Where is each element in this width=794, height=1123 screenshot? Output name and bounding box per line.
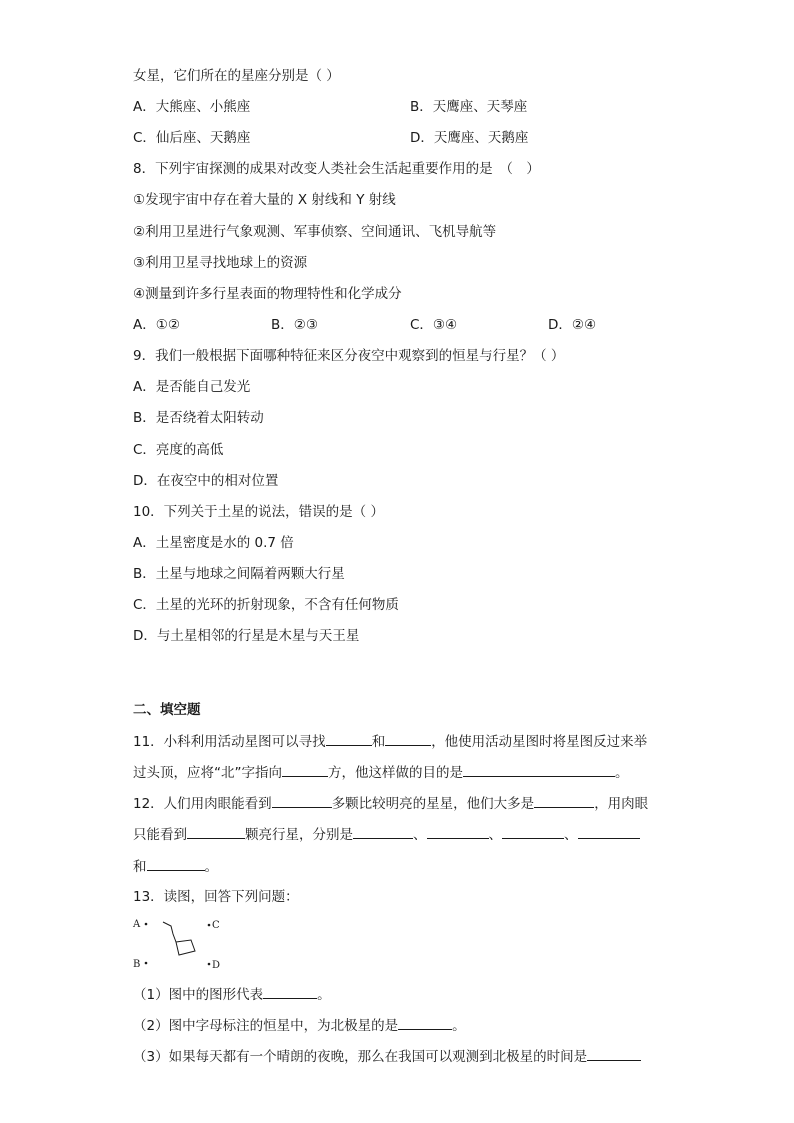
q13-blank-3[interactable] xyxy=(587,1046,641,1061)
q13-sub2-end: 。 xyxy=(452,1018,466,1034)
q12-text-5: 颗亮行星，分别是 xyxy=(245,827,353,843)
star-c-dot xyxy=(208,924,211,927)
q13-sub1-text: （1）图中的图形代表 xyxy=(133,987,264,1003)
q13-sub2-text: （2）图中字母标注的恒星中，为北极星的是 xyxy=(133,1018,399,1034)
q9-option-c: C．亮度的高低 xyxy=(133,442,224,458)
q8-item-2: ②利用卫星进行气象观测、军事侦察、空间通讯、飞机导航等 xyxy=(133,224,497,240)
label-d: D xyxy=(212,960,221,971)
q11-text-3: ，他使用活动星图时将星图反过来举 xyxy=(431,734,648,750)
q12-blank-1[interactable] xyxy=(272,793,332,808)
q8-item-4: ④测量到许多行星表面的物理特性和化学成分 xyxy=(133,286,402,302)
star-b-dot xyxy=(145,962,148,965)
q8-option-c: C．③④ xyxy=(410,317,458,333)
q12-text-2: 多颗比较明亮的星星，他们大多是 xyxy=(331,796,535,812)
q12-sep-1: 、 xyxy=(413,827,427,843)
q12-blank-6[interactable] xyxy=(502,824,564,839)
q13-sub-2 xyxy=(133,1015,466,1036)
q8-stem: 8．下列宇宙探测的成果对改变人类社会生活起重要作用的是 （ ） xyxy=(133,161,540,177)
label-c: C xyxy=(212,920,220,931)
q10-option-c: C．土星的光环的折射现象，不含有任何物质 xyxy=(133,597,399,613)
q10-option-a: A．土星密度是水的 0.7 倍 xyxy=(133,535,294,551)
q12-blank-3[interactable] xyxy=(187,824,245,839)
star-a-dot xyxy=(145,923,148,926)
q13-blank-2[interactable] xyxy=(398,1015,452,1030)
q13-sub1-end: 。 xyxy=(317,987,331,1003)
q10-option-d: D．与土星相邻的行星是木星与天王星 xyxy=(133,628,360,644)
star-d-dot xyxy=(208,963,211,966)
label-b: B xyxy=(133,959,141,970)
q11-blank-4[interactable] xyxy=(463,762,615,777)
q12-blank-8[interactable] xyxy=(147,856,205,871)
q12-blank-2[interactable] xyxy=(534,793,594,808)
q12-text-6: 和 xyxy=(133,859,147,875)
q9-stem: 9．我们一般根据下面哪种特征来区分夜空中观察到的恒星与行星？（ ） xyxy=(133,348,565,364)
q10-stem: 10．下列关于土星的说法，错误的是（ ） xyxy=(133,504,384,520)
big-dipper-diagram xyxy=(133,912,243,972)
q9-option-a: A．是否能自己发光 xyxy=(133,379,251,395)
q12-sep-3: 、 xyxy=(564,827,578,843)
q13-sub-1 xyxy=(133,984,331,1005)
q11-text-1: 11．小科利用活动星图可以寻找 xyxy=(133,734,326,750)
q13-stem: 13．读图，回答下列问题： xyxy=(133,889,299,905)
q12-text-1: 12．人们用肉眼能看到 xyxy=(133,796,272,812)
q8-option-d: D．②④ xyxy=(548,317,597,333)
section-title: 二、填空题 xyxy=(133,702,201,718)
q13-blank-1[interactable] xyxy=(263,984,317,999)
q7-stem-tail: 女星，它们所在的星座分别是（ ） xyxy=(133,68,340,84)
q11-blank-3[interactable] xyxy=(282,762,328,777)
q11-text-5: 方，他这样做的目的是 xyxy=(328,765,463,781)
q12-line-2 xyxy=(133,824,640,845)
q11-blank-2[interactable] xyxy=(385,731,431,746)
q12-sep-2: 、 xyxy=(488,827,502,843)
q10-option-b: B．土星与地球之间隔着两颗大行星 xyxy=(133,566,345,582)
q7-option-d: D．天鹰座、天鹅座 xyxy=(410,130,529,146)
q8-item-1: ①发现宇宙中存在着大量的 X 射线和 Y 射线 xyxy=(133,192,396,208)
dipper-handle xyxy=(163,922,176,942)
q11-line-2 xyxy=(133,762,629,783)
q9-option-d: D．在夜空中的相对位置 xyxy=(133,473,279,489)
q7-option-a: A．大熊座、小熊座 xyxy=(133,99,251,115)
q13-sub3-text: （3）如果每天都有一个晴朗的夜晚，那么在我国可以观测到北极星的时间是 xyxy=(133,1049,588,1065)
dipper-bowl xyxy=(176,940,195,955)
q11-text-2: 和 xyxy=(371,734,386,750)
q12-text-7: 。 xyxy=(204,859,218,875)
q8-item-3: ③利用卫星寻找地球上的资源 xyxy=(133,255,308,271)
label-a: A xyxy=(133,919,141,930)
q9-option-b: B．是否绕着太阳转动 xyxy=(133,410,264,426)
q12-line-3 xyxy=(133,856,218,877)
q11-blank-1[interactable] xyxy=(326,731,372,746)
q12-text-4: 只能看到 xyxy=(133,827,187,843)
big-dipper-figure xyxy=(133,912,243,972)
q13-sub-3 xyxy=(133,1046,641,1067)
q12-blank-7[interactable] xyxy=(578,824,640,839)
q8-option-b: B．②③ xyxy=(271,317,318,333)
q11-line-1 xyxy=(133,731,647,752)
q12-line-1 xyxy=(133,793,648,814)
q8-option-a: A．①② xyxy=(133,317,180,333)
q7-option-b: B．天鹰座、天琴座 xyxy=(410,99,528,115)
q12-blank-4[interactable] xyxy=(353,824,413,839)
q7-option-c: C．仙后座、天鹅座 xyxy=(133,130,251,146)
q11-text-6: 。 xyxy=(615,765,629,781)
q12-blank-5[interactable] xyxy=(427,824,489,839)
q12-text-3: ，用肉眼 xyxy=(594,796,649,812)
q11-text-4: 过头顶，应将“北”字指向 xyxy=(133,765,282,781)
